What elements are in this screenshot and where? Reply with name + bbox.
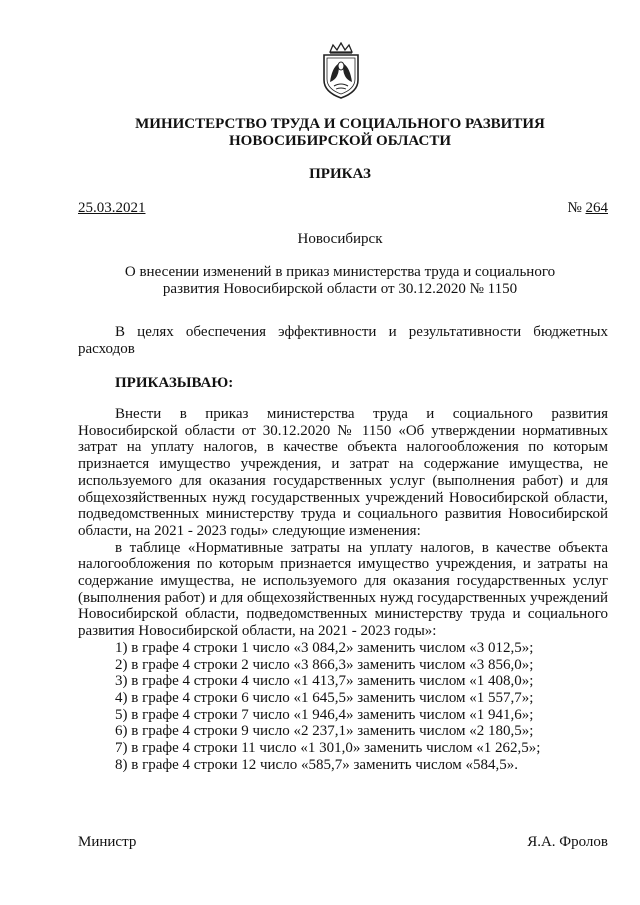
- document-type: ПРИКАЗ: [309, 166, 371, 182]
- ministry-line-2: НОВОСИБИРСКОЙ ОБЛАСТИ: [228, 133, 452, 149]
- order-body: [78, 406, 608, 773]
- list-item: 6) в графе 4 строки 9 число «2 237,1» заменить числом «2 180,5»;: [115, 723, 534, 740]
- ministry-name: [60, 116, 620, 150]
- order-subject: [120, 264, 560, 298]
- list-item: 8) в графе 4 строки 12 число «585,7» заменить числом «584,5».: [115, 756, 519, 773]
- order-directive: ПРИКАЗЫВАЮ:: [115, 375, 234, 391]
- list-item: 2) в графе 4 строки 2 число «3 866,3» заменить числом «3 856,0»;: [115, 656, 534, 673]
- list-item: 7) в графе 4 строки 11 число «1 301,0» заменить числом «1 262,5»;: [115, 740, 541, 757]
- list-item: 1) в графе 4 строки 1 число «3 084,2» заменить числом «3 012,5»;: [115, 639, 534, 656]
- body-paragraph-1: Внести в приказ министерства труда и социального развития Новосибирской области от 30.12.2020 № 1150 «Об утверждении нормативных затрат на уплату налогов, в качестве объекта налогообложения по которым признается имущество учреждения, и затрат на содержание имущества, не используемого для оказания государственных услуг (выполнения работ) и для общехозяйственных нужд государственных учреждений Новосибирской области, подведомственных министерству труда и социального развития Новосибирской области, на 2021 - 2023 годы» следующие изменения:: [78, 406, 608, 539]
- list-item: 3) в графе 4 строки 4 число «1 413,7» заменить числом «1 408,0»;: [115, 673, 534, 690]
- body-paragraph-2: в таблице «Нормативные затраты на уплату налогов, в качестве объекта налогообложения по которым признается имущество учреждения, и затраты на содержание имущества, не используемого для оказания государственных услуг (выполнения работ) и для общехозяйственных нужд государственных учреждений Новосибирской области, подведомственных министерству труда и социального развития Новосибирской области, на 2021 - 2023 годы»:: [78, 539, 608, 640]
- order-date: 25.03.2021: [78, 200, 146, 216]
- city: Новосибирск: [297, 231, 383, 247]
- coat-of-arms-icon: [316, 42, 366, 100]
- subject-line-1: О внесении изменений в приказ министерства труда и социального: [124, 264, 556, 280]
- signatory-name: Я.А. Фролов: [527, 834, 608, 850]
- purpose-paragraph: В целях обеспечения эффективности и результативности бюджетных расходов: [78, 324, 608, 357]
- order-number-prefix: №: [567, 200, 586, 216]
- order-number-value: 264: [585, 200, 608, 216]
- changes-list: [78, 640, 608, 774]
- subject-line-2: развития Новосибирской области от 30.12.2020 № 1150: [162, 281, 518, 297]
- list-item: 4) в графе 4 строки 6 число «1 645,5» заменить числом «1 557,7»;: [115, 689, 534, 706]
- list-item: 5) в графе 4 строки 7 число «1 946,4» заменить числом «1 941,6»;: [115, 706, 534, 723]
- signatory-title: Министр: [78, 834, 137, 850]
- order-number: [567, 200, 608, 217]
- ministry-line-1: МИНИСТЕРСТВО ТРУДА И СОЦИАЛЬНОГО РАЗВИТИЯ: [135, 116, 545, 132]
